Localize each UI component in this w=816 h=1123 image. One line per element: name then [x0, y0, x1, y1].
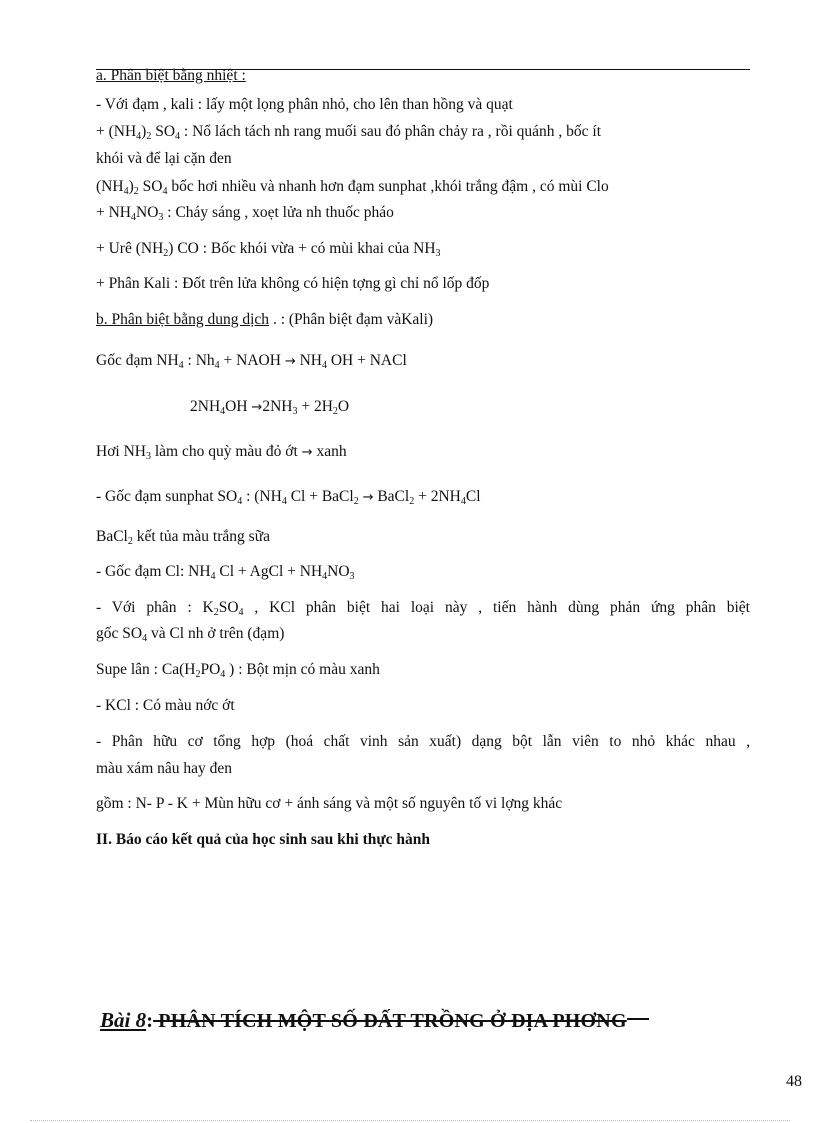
page-number: 48: [786, 1073, 802, 1090]
section-ii-heading: II. Báo cáo kết quả của học sinh sau khi thực hành: [96, 831, 431, 848]
text-line: - Với đạm , kali : lấy một lọng phân nhỏ, cho lên than hồng và quạt: [96, 96, 513, 113]
arrow-icon: →: [251, 400, 263, 415]
text-line: + Phân Kali : Đốt trên lửa không có hiện tợng gì chỉ nổ lốp đốp: [96, 275, 490, 292]
strike-tail: [627, 1018, 649, 1020]
text-line: BaCl$_2$ kết tủa màu trắng sữa: [96, 528, 270, 547]
lesson-title: PHÂN TÍCH MỘT SỐ ĐẤT TRỒNG Ở ĐỊA PHƠNG: [153, 1010, 627, 1032]
equation-line: - Gốc đạm sunphat $SO_4$ : ($NH_4$ Cl + BaCl$_2$ → BaCl$_2$ + $2NH_4Cl$: [96, 488, 481, 507]
equation-line: Gốc đạm $NH_4$ : $Nh_4$ + NAOH → $NH_4$ OH + NACl: [96, 352, 407, 371]
text-line: gồm : N- P - K + Mùn hữu cơ + ánh sáng và một số nguyên tố vi lợng khác: [96, 795, 563, 812]
text-line: $(NH_4)_2$ $SO_4$ bốc hơi nhiều và nhanh hơn đạm sunphat ,khói trắng đậm , có mùi Clo: [96, 178, 609, 197]
text-line: + $(NH_4)_2$ $SO_4$ : Nổ lách tách nh rang muối sau đó phân chảy ra , rồi quánh , bốc ít: [96, 123, 602, 142]
equation-line: $2NH_4OH \to 2NH_3 + 2H_2O$: [190, 398, 350, 417]
text-line: Hơi $NH_3$ làm cho quỳ màu đỏ ớt → xanh: [96, 443, 347, 462]
text-line: gốc $SO_4$ và Cl nh ở trên (đạm): [96, 625, 285, 644]
lesson-8-heading: Bài 8: PHÂN TÍCH MỘT SỐ ĐẤT TRỒNG Ở ĐỊA PHƠNG: [100, 1008, 750, 1033]
text-line: Supe lân : $Ca(H_2PO_4$ ) : Bột mịn có màu xanh: [96, 661, 380, 680]
text-line: - Với phân : $K_2SO_4$ , KCl phân biệt hai loại này , tiến hành dùng phản ứng phân biệt: [96, 599, 750, 618]
text-line: màu xám nâu hay đen: [96, 760, 233, 777]
text-line: - KCl : Có màu nớc ớt: [96, 697, 235, 714]
arrow-icon: →: [301, 445, 313, 460]
lesson-label: Bài 8: [100, 1008, 147, 1032]
text-line: khói và để lại cặn đen: [96, 150, 232, 167]
text-line: + Urê $(NH_2)$ CO : Bốc khói vừa + có mùi khai của $NH_3$: [96, 240, 441, 259]
arrow-icon: →: [284, 354, 296, 369]
arrow-icon: →: [362, 490, 374, 505]
equation-line: - Gốc đạm Cl: $NH_4$ Cl + AgCl + $NH_4NO_3$: [96, 563, 355, 582]
section-a-heading: a. Phân biệt bằng nhiệt :: [96, 67, 246, 84]
text-line: - Phân hữu cơ tổng hợp (hoá chất vinh sản xuất) dạng bột lẫn viên to nhỏ khác nhau ,: [96, 733, 750, 750]
text-line: + $NH_4NO_3$ : Cháy sáng , xoẹt lửa nh thuốc pháo: [96, 204, 394, 223]
footer-divider: [30, 1120, 790, 1121]
section-b-heading: b. Phân biệt bằng dung dịch . : (Phân biệt đạm vàKali): [96, 311, 434, 328]
